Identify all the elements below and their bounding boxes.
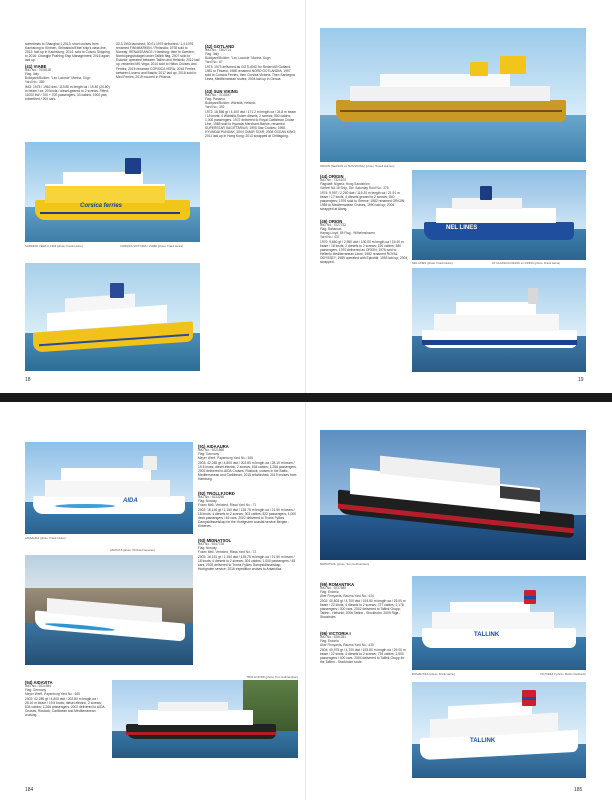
entry-meta: IMO No.: 7321679 Flagstaff: Nigeria; Hong Sandström Värfvet NA 18 Ship, Dkr. Saturday Roof No.: 378	[320, 178, 389, 190]
spine-gutter	[305, 0, 306, 393]
page-number: 18	[25, 377, 31, 383]
entry-meta: IMO No.: 9221566 Flag: Germany Meyer Werft, Papenburg Yard No.: 646	[198, 448, 253, 460]
photo-caption: SARDINIA VERA in 1999 (photo: Frank Heine)	[25, 244, 83, 248]
bottom-left-right-col-text	[198, 442, 298, 682]
ship-livery-text: NEL LINES	[446, 225, 478, 231]
bottom-right-text	[320, 580, 408, 780]
cruise-ship-photo-sun-viking	[320, 28, 586, 162]
entry-title: (91) AIDAAURA	[198, 444, 229, 449]
cruise-ship-photo-orion	[412, 268, 586, 372]
entry-body: 2003: 42,289 gt / 4,800 dwt / 202.80 m length oa / 28.10 m beam / 19.5 knots; diesel-electric, 2 screws; 634 cabins; 1,266 passengers. 2003 delivered to AIDA Cruises, Rostock; cruises in the Baltic, Mediterranean and Caribbean; 2015 refurbished; 2019 cruises from Hamburg.	[198, 460, 297, 482]
ferry-photo-nel-lines	[412, 170, 586, 260]
ferry-photo-romantika	[412, 576, 586, 670]
entry-body: 1974: 9,997 / 2,260 dwt / 119.20 m length oa / 21.91 m beam / 17 knots; 4 diesels geared to 2 screws; 840 passengers; 1976 sold to Greece; 1982 renamed ORIGIN; 1985 to Mediterranean Cruises; 1990 laid up; 2004 scrapped at Alang.	[320, 190, 406, 212]
entry-meta: IMO No.: 9221554 Flag: Germany Meyer Werft, Papenburg Yard No.: 645	[25, 684, 80, 696]
ship-photo-midnatsol	[320, 430, 586, 560]
cruise-ship-photo-aidavita	[25, 555, 193, 665]
ship-livery-text: TALLINK	[474, 632, 500, 638]
entry-title: (44) ORIGIN	[320, 174, 344, 179]
ship-livery-text: TALLINK	[470, 738, 496, 744]
entry-body: 2002: 42,289 gt / 4,800 dwt / 202.80 m length oa / 28.10 m beam / 19.5 knots; diesel-electric, 2 screws; 634 cabins; 1,266 passengers. 2002 delivered to AIDA Cruises, Rostock; Caribbean and Mediterranean cruising.	[25, 696, 105, 718]
page-number: 19	[578, 377, 584, 383]
photo-caption: ROMANTIKA (photo: Frank Heine)	[412, 672, 455, 676]
entry-meta: IMO No.: 9247728 Flag: Norway Fosen Mek. Verksted, Rissa Yard No.: 72	[198, 542, 257, 555]
intro-paragraph: sometimes to Shanghai 1 2013: short cruises from Kaohsiung to Kinmen, Shimabuin/Eihei ship's class line, 2013: laid up in Kaohsiung; 2014: sold to Cosmo Shipping to 2016: Changjin Pushing Ship Management; 2016 again laid up.	[25, 42, 110, 63]
entry-body: IMO: 1975 / 1962 dwt / 119.80 m length oa / 19.40 (20.80) m beam / ca. 20 knots / diesel-geared to 2 screws. Fitted: 11000 kW / 700 + 700 passengers, 33 cabins, 1900 pax; unberthed / 200 cars.	[25, 85, 110, 102]
entry-body: 2003: 16,151 gt / 1,184 dwt / 135.75 m length oa / 21.50 m beam / 18 knots; 4 diesels to 2 screws; 304 cabins; 1,000 passengers / 45 cars. 2003 delivered to Troms Fylkes Dampskibsselskap; Hurtigruten service; 2016 expedition cruises to Antarctica.	[198, 555, 296, 572]
photo-caption: TROLLFJORD (photo: Tom Gulbrandsen)	[246, 675, 298, 679]
entry-body: 2002: 40,803 gt / 4,700 dwt / 193.80 m length oa / 29.00 m beam / 22 knots; 4 diesels to 2 screws; 727 cabins; 2,178 passengers / 300 cars. 2002 delivered to Tallink Grupp; Tallinn - Helsinki; 2006 Tallinn - Stockholm; 2009 Riga - Stockholm.	[320, 598, 406, 620]
page-number: 185	[574, 787, 583, 793]
bottom-left-col1-text	[25, 678, 105, 778]
spread-divider	[0, 393, 612, 402]
photo-caption: ORIGIN (SEASON ex SUN VIKING) (photo: Torsell Holmes)	[320, 164, 395, 168]
photo-caption: AT CLASSICA FRANK ex ORION (photo: Frank Heine)	[492, 261, 561, 265]
entry-body: 30.3.1953 launched; 30.01.1975 delivered / 1.4.1976 renamed FINNMARKEN / Finlandia; 1978 sold to Norway; RENAISSANCE / Hamburg; then to Sweden; Norrköpingsbolaget under Tallink flag; 2007 sold to Estonia; operated between Tallinn and Helsinki; 2012 laid up, renamed MS Vega; 2014 sold to Hilton Cruises and Ferries; 2015 renamed CORSICA VERA; 2016 Ferries between Livorno and Bastia; 2017 laid up; 2018 sold to Med Ferries; 2019 moored in Piraeus.	[116, 42, 200, 79]
entry-body: 1972: 18,556 gt / 4,400 dwt / 171.2 m length oa / 24.8 m beam / 18 knots; 4 Wärtsilä-Sulzer diesels, 2 screws; 550 cabins; 1,000 passengers. 1972 delivered to Royal Caribbean Cruise Line; 1988 sold to Hyundai Merchant Marine, renamed SUPERSTAR SAGITTARIUS; 1990 Star Cruises; 1998 HYUNDAI PUNGAK; 2004 OMAR STAR; 2008 OCEAN KING; 2011 laid up in Hong Kong; 2013 scrapped at Chittagong.	[205, 109, 297, 139]
entry-title: (41) VIABE	[25, 64, 47, 70]
entry-body: 2004: 40,975 gt / 4,700 dwt / 193.80 m length oa / 29.00 m beam / 22 knots; 4 diesels to 2 screws; 739 cabins; 2,500 passengers / 400 cars. 2004 delivered to Tallink Grupp for the Tallinn - Stockholm route.	[320, 647, 406, 665]
entry-title: (96) VICTORIA I	[320, 631, 351, 637]
entry-meta: IMO No.: 7027732 Flag: Bahamas Hapag-Lloyd, 58 Flag - Wilhelmshaven Yard No.: 437	[320, 223, 375, 239]
entry-title: (93) MIDNATSOL	[198, 538, 232, 544]
entry-meta: IMO No.: 9233258 Flag: Norway Fosen Mek. Verksted, Rissa Yard No.: 71	[198, 495, 257, 507]
entry-title: (45) ORION	[320, 219, 343, 225]
entry-meta: IMO No.: 9281281 Flag: Estonia Aker Finnyards, Rauma Yard No.: 435	[320, 635, 374, 647]
entry-meta: IMO No.: 9237589 Flag: Estonia Aker Finnyards, Rauma Yard No.: 434	[320, 586, 374, 598]
top-left-col2-text	[116, 42, 200, 138]
photo-caption: AIDAAURA (photo: Frank Heine)	[25, 536, 66, 540]
photo-caption: MIDNATSOL (photo: Tom Gulbrandsen)	[320, 562, 370, 566]
ship-livery-text: Corsica ferries	[80, 203, 123, 209]
entry-title: (95) ROMANTIKA	[320, 582, 355, 587]
cruise-ship-photo-aidaaura	[25, 442, 193, 534]
top-left-col3-text	[205, 42, 297, 372]
entry-meta: IMO No.: 7362714 Flag: Italy Buildyard/Builder: "Leo Lacoste" Marina, Sogn Yard No.: 87	[205, 48, 271, 64]
entry-meta: IMO No.: 7008118 Flag: Italy Buildyard/Builder: "Leo Lacoste" Marina, Sogn Yard No.: 389	[25, 68, 91, 85]
entry-title: (94) AIDAVITA	[25, 680, 53, 685]
entry-title: (42) GOTLAND	[205, 44, 235, 49]
ferry-photo-victoria	[412, 682, 586, 778]
top-right-text	[320, 172, 408, 372]
photo-caption: AIDAVITA (photo: Winfried Gessner)	[110, 548, 155, 552]
ship-livery-text: AIDA	[123, 498, 138, 504]
entry-title: (43) SUN VIKING	[205, 89, 239, 94]
entry-body: 1973: 1973 delivered as GOTLAND for Rederi AB Gotland. 1981 to Finland; 1988 renamed NORD GOTLANDIA; 1997 sold to Corsica Ferries, then Corsica Victoria. Then Sardegna Linea, Mediterranean routes; 2004 laid up in Genoa.	[205, 64, 295, 81]
top-spread	[0, 0, 612, 393]
entry-body: 2002: 16,140 gt / 1,150 dwt / 135.75 m length oa / 21.50 m beam / 18 knots; 4 diesels to 2 screws; 303 cabins; 822 passengers; 1,000 deck passengers / 45 cars. 2002 delivered to Troms Fylkes Dampskibsselskap for the Hurtigruten coastal service Bergen - Kirkenes.	[198, 507, 297, 529]
top-left-col1-text	[25, 42, 111, 138]
entry-title: (92) TROLLFJORD	[198, 491, 235, 497]
ship-photo-trollfjord	[112, 680, 298, 758]
spine-gutter	[305, 402, 306, 800]
ferry-photo-sardinia	[25, 142, 200, 242]
bottom-spread	[0, 402, 612, 800]
photo-caption: NEL LINES (photo: Frank Heine)	[412, 261, 453, 265]
photo-caption: VICTORIA I (photo: Martin Oelsbeck)	[540, 672, 586, 676]
page-number: 184	[25, 787, 34, 793]
photo-caption: CORSICA VICTORIA / VIABE (photo: Frank Heine)	[120, 244, 184, 248]
entry-body: 1970: 5,660 gt / 2,550 dwt / 100.00 m length oa / 15.40 m beam / 18 knots; 2 diesels to 2 screws; 190 cabins; 380 passengers. 1970 delivered as ORION; 1976 sold to Hellenic Mediterranean Lines; 1982 renamed ROYAL ODYSSEY; 1989 operated with Epirotiki; 1993 laid up; 2004 scrapped.	[320, 239, 408, 265]
entry-meta: IMO No.: 7015157 Flag: Panama Buildyard/Builder: Wärtsilä, Helsinki Yard No.: 392	[205, 93, 256, 109]
ferry-photo-vera	[25, 263, 200, 371]
